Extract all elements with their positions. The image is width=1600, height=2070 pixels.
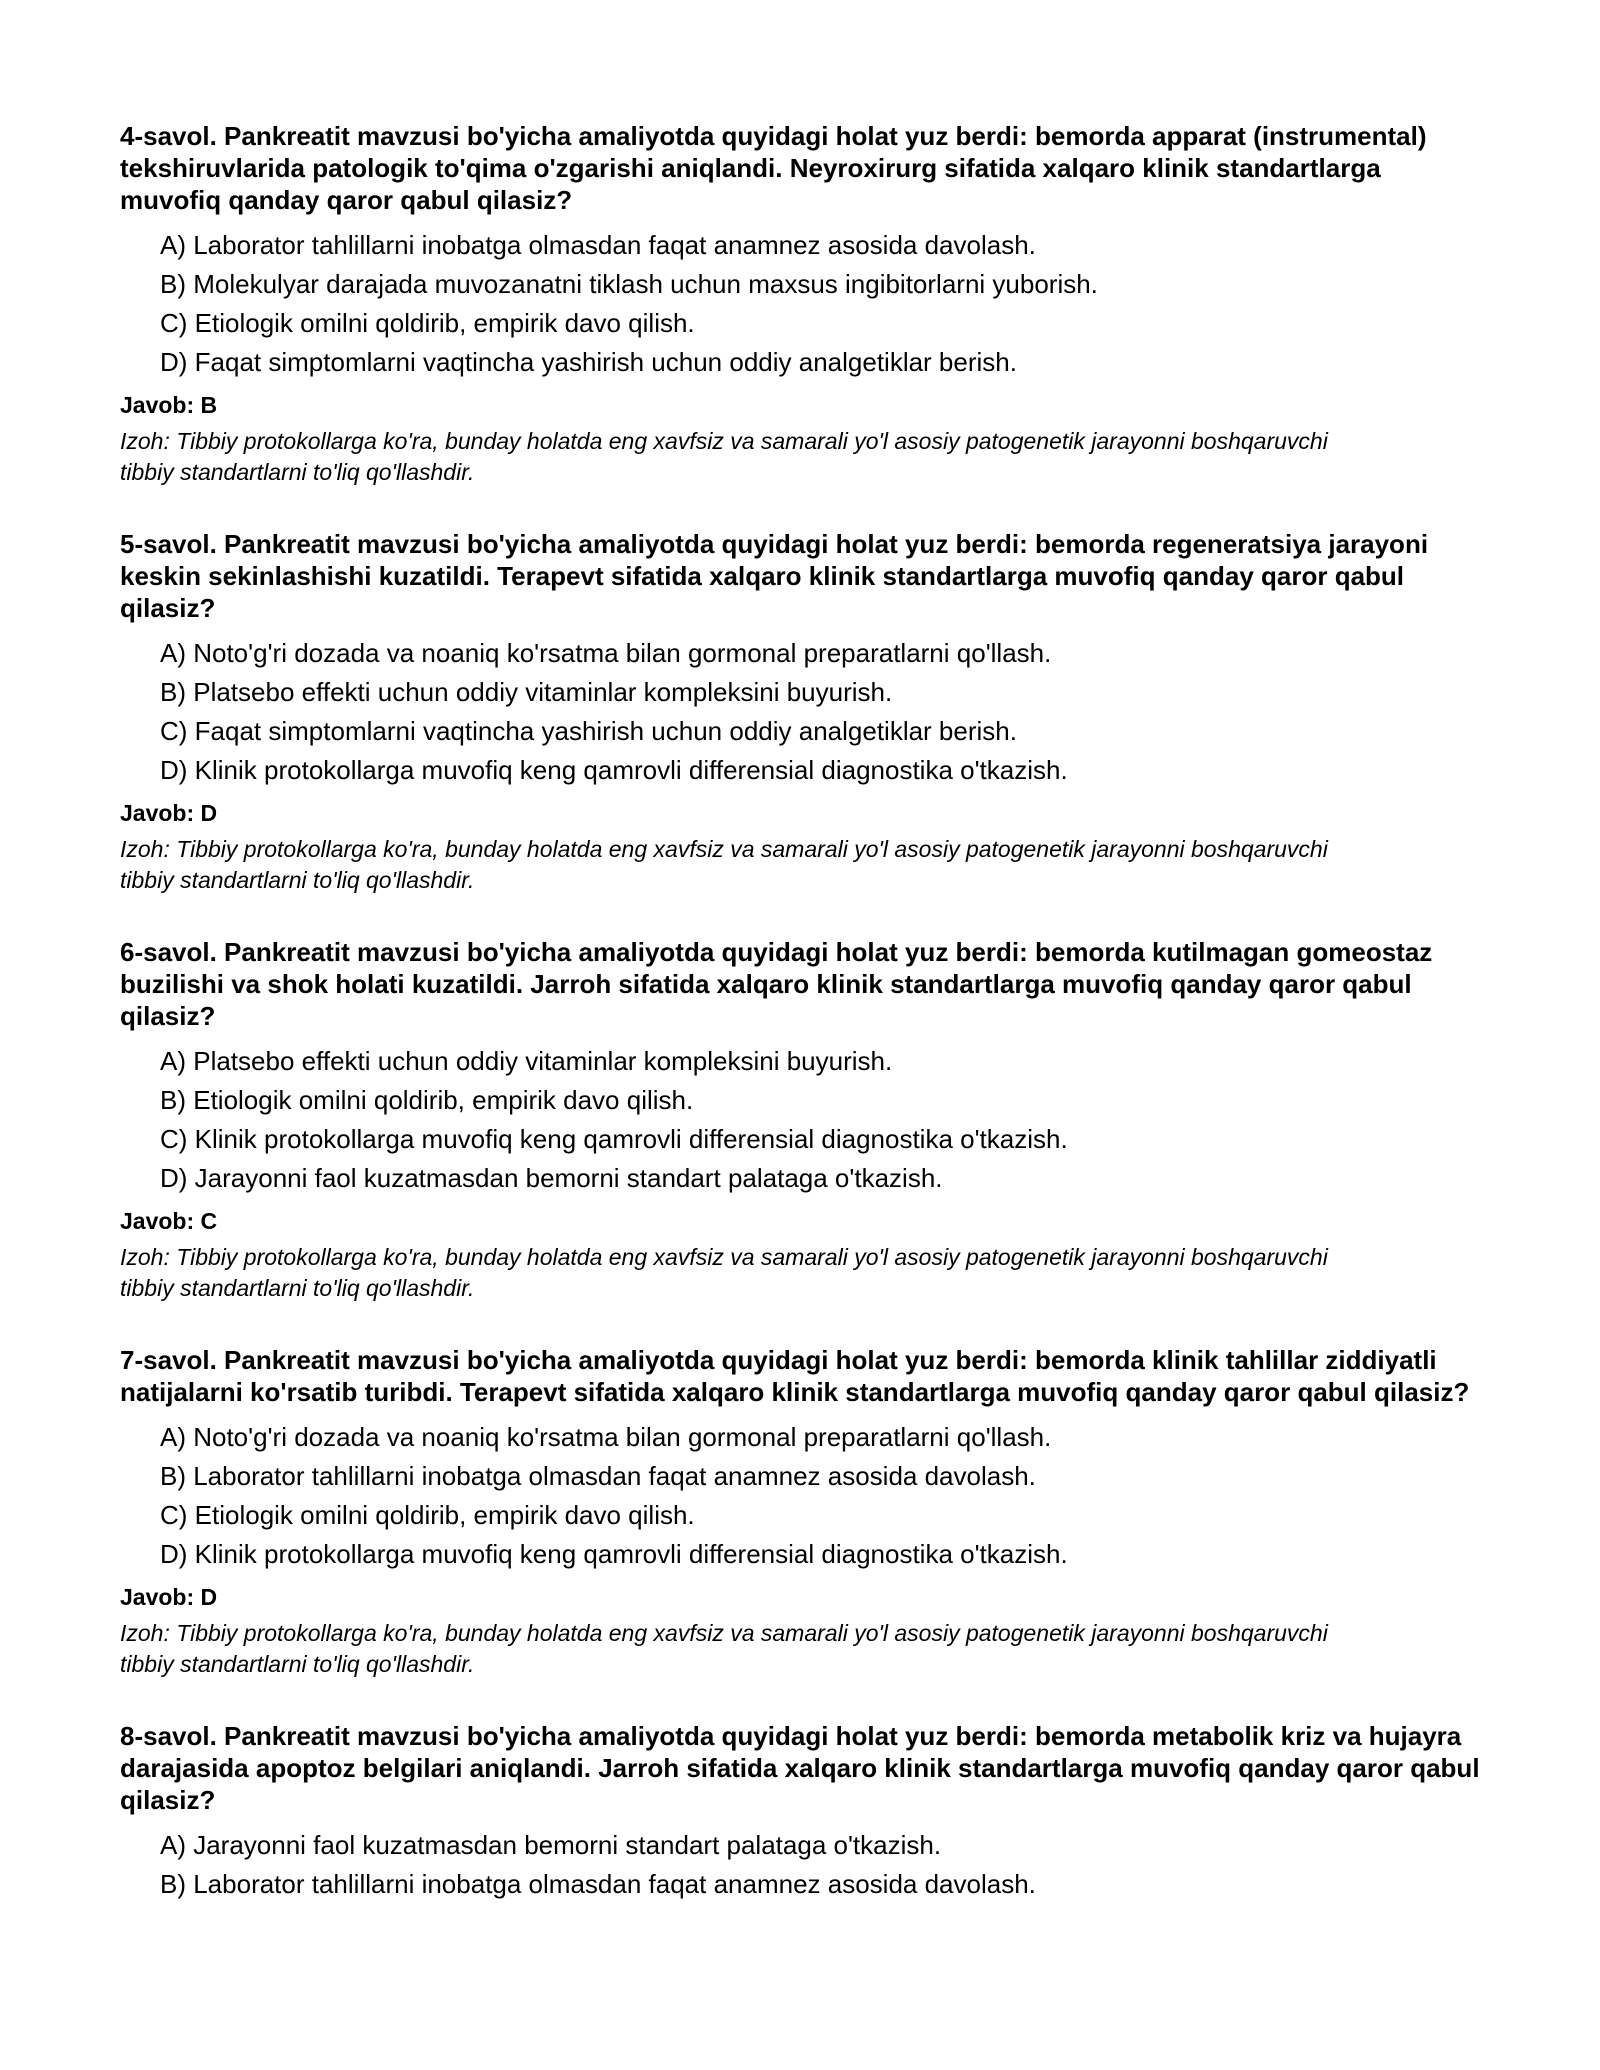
option-a: A) Jarayonni faol kuzatmasdan bemorni standart palataga o'tkazish. (160, 1830, 942, 1860)
option-list (120, 1826, 1480, 1904)
option-b: B) Laborator tahlillarni inobatga olmasdan faqat anamnez asosida davolash. (160, 1869, 1036, 1899)
question-title: 8-savol. Pankreatit mavzusi bo'yicha amaliyotda quyidagi holat yuz berdi: bemorda metabolik kriz va hujayra darajasida apoptoz belgilari aniqlandi. Jarroh sifatida xalqaro klinik standartlarga muvofiq qanday qaror qabul qilasiz? (120, 1721, 1480, 1815)
question-block (120, 120, 1480, 488)
option-list (120, 1418, 1480, 1574)
option-d: D) Jarayonni faol kuzatmasdan bemorni standart palataga o'tkazish. (160, 1163, 943, 1193)
option-c: C) Etiologik omilni qoldirib, empirik davo qilish. (160, 1500, 695, 1530)
question-block (120, 1720, 1480, 1904)
option-a: A) Platsebo effekti uchun oddiy vitaminlar kompleksini buyurish. (160, 1046, 893, 1076)
question-title: 4-savol. Pankreatit mavzusi bo'yicha amaliyotda quyidagi holat yuz berdi: bemorda apparat (instrumental) tekshiruvlarida patologik to'qima o'zgarishi aniqlandi. Neyroxirurg sifatida xalqaro klinik standartlarga muvofiq qanday qaror qabul qilasiz? (120, 121, 1427, 215)
explanation-note: Izoh: Tibbiy protokollarga ko'ra, bunday holatda eng xavfsiz va samarali yo'l asosiy patogenetik jarayonni boshqaruvchi tibbiy standartlarni to'liq qo'llashdir. (120, 836, 1328, 893)
option-b: B) Platsebo effekti uchun oddiy vitaminlar kompleksini buyurish. (160, 677, 893, 707)
option-a: A) Noto'g'ri dozada va noaniq ko'rsatma bilan gormonal preparatlarni qo'llash. (160, 1422, 1052, 1452)
option-d: D) Faqat simptomlarni vaqtincha yashirish uchun oddiy analgetiklar berish. (160, 347, 1017, 377)
answer-label: Javob: B (120, 392, 218, 418)
option-c: C) Klinik protokollarga muvofiq keng qamrovli differensial diagnostika o'tkazish. (160, 1124, 1068, 1154)
option-d: D) Klinik protokollarga muvofiq keng qamrovli differensial diagnostika o'tkazish. (160, 1539, 1068, 1569)
option-list (120, 226, 1480, 382)
question-block (120, 528, 1480, 896)
question-block (120, 936, 1480, 1304)
explanation-note: Izoh: Tibbiy protokollarga ko'ra, bunday holatda eng xavfsiz va samarali yo'l asosiy patogenetik jarayonni boshqaruvchi tibbiy standartlarni to'liq qo'llashdir. (120, 1244, 1328, 1301)
answer-label: Javob: C (120, 1208, 218, 1234)
option-list (120, 634, 1480, 790)
option-b: B) Laborator tahlillarni inobatga olmasdan faqat anamnez asosida davolash. (160, 1461, 1036, 1491)
option-c: C) Etiologik omilni qoldirib, empirik davo qilish. (160, 308, 695, 338)
option-d: D) Klinik protokollarga muvofiq keng qamrovli differensial diagnostika o'tkazish. (160, 755, 1068, 785)
option-list (120, 1042, 1480, 1198)
option-b: B) Molekulyar darajada muvozanatni tiklash uchun maxsus ingibitorlarni yuborish. (160, 269, 1098, 299)
question-block (120, 1344, 1480, 1680)
explanation-note: Izoh: Tibbiy protokollarga ko'ra, bunday holatda eng xavfsiz va samarali yo'l asosiy patogenetik jarayonni boshqaruvchi tibbiy standartlarni to'liq qo'llashdir. (120, 428, 1328, 485)
question-title: 7-savol. Pankreatit mavzusi bo'yicha amaliyotda quyidagi holat yuz berdi: bemorda klinik tahlillar ziddiyatli natijalarni ko'rsatib turibdi. Terapevt sifatida xalqaro klinik standartlarga muvofiq qanday qaror qabul qilasiz? (120, 1345, 1470, 1407)
option-b: B) Etiologik omilni qoldirib, empirik davo qilish. (160, 1085, 694, 1115)
explanation-note: Izoh: Tibbiy protokollarga ko'ra, bunday holatda eng xavfsiz va samarali yo'l asosiy patogenetik jarayonni boshqaruvchi tibbiy standartlarni to'liq qo'llashdir. (120, 1620, 1328, 1677)
document-page (120, 120, 1480, 1944)
option-a: A) Noto'g'ri dozada va noaniq ko'rsatma bilan gormonal preparatlarni qo'llash. (160, 638, 1052, 668)
question-title: 5-savol. Pankreatit mavzusi bo'yicha amaliyotda quyidagi holat yuz berdi: bemorda regeneratsiya jarayoni keskin sekinlashishi kuzatildi. Terapevt sifatida xalqaro klinik standartlarga muvofiq qanday qaror qabul qilasiz? (120, 529, 1429, 623)
option-a: A) Laborator tahlillarni inobatga olmasdan faqat anamnez asosida davolash. (160, 230, 1036, 260)
answer-label: Javob: D (120, 1584, 218, 1610)
question-title: 6-savol. Pankreatit mavzusi bo'yicha amaliyotda quyidagi holat yuz berdi: bemorda kutilmagan gomeostaz buzilishi va shok holati kuzatildi. Jarroh sifatida xalqaro klinik standartlarga muvofiq qanday qaror qabul qilasiz? (120, 937, 1433, 1031)
answer-label: Javob: D (120, 800, 218, 826)
option-c: C) Faqat simptomlarni vaqtincha yashirish uchun oddiy analgetiklar berish. (160, 716, 1017, 746)
